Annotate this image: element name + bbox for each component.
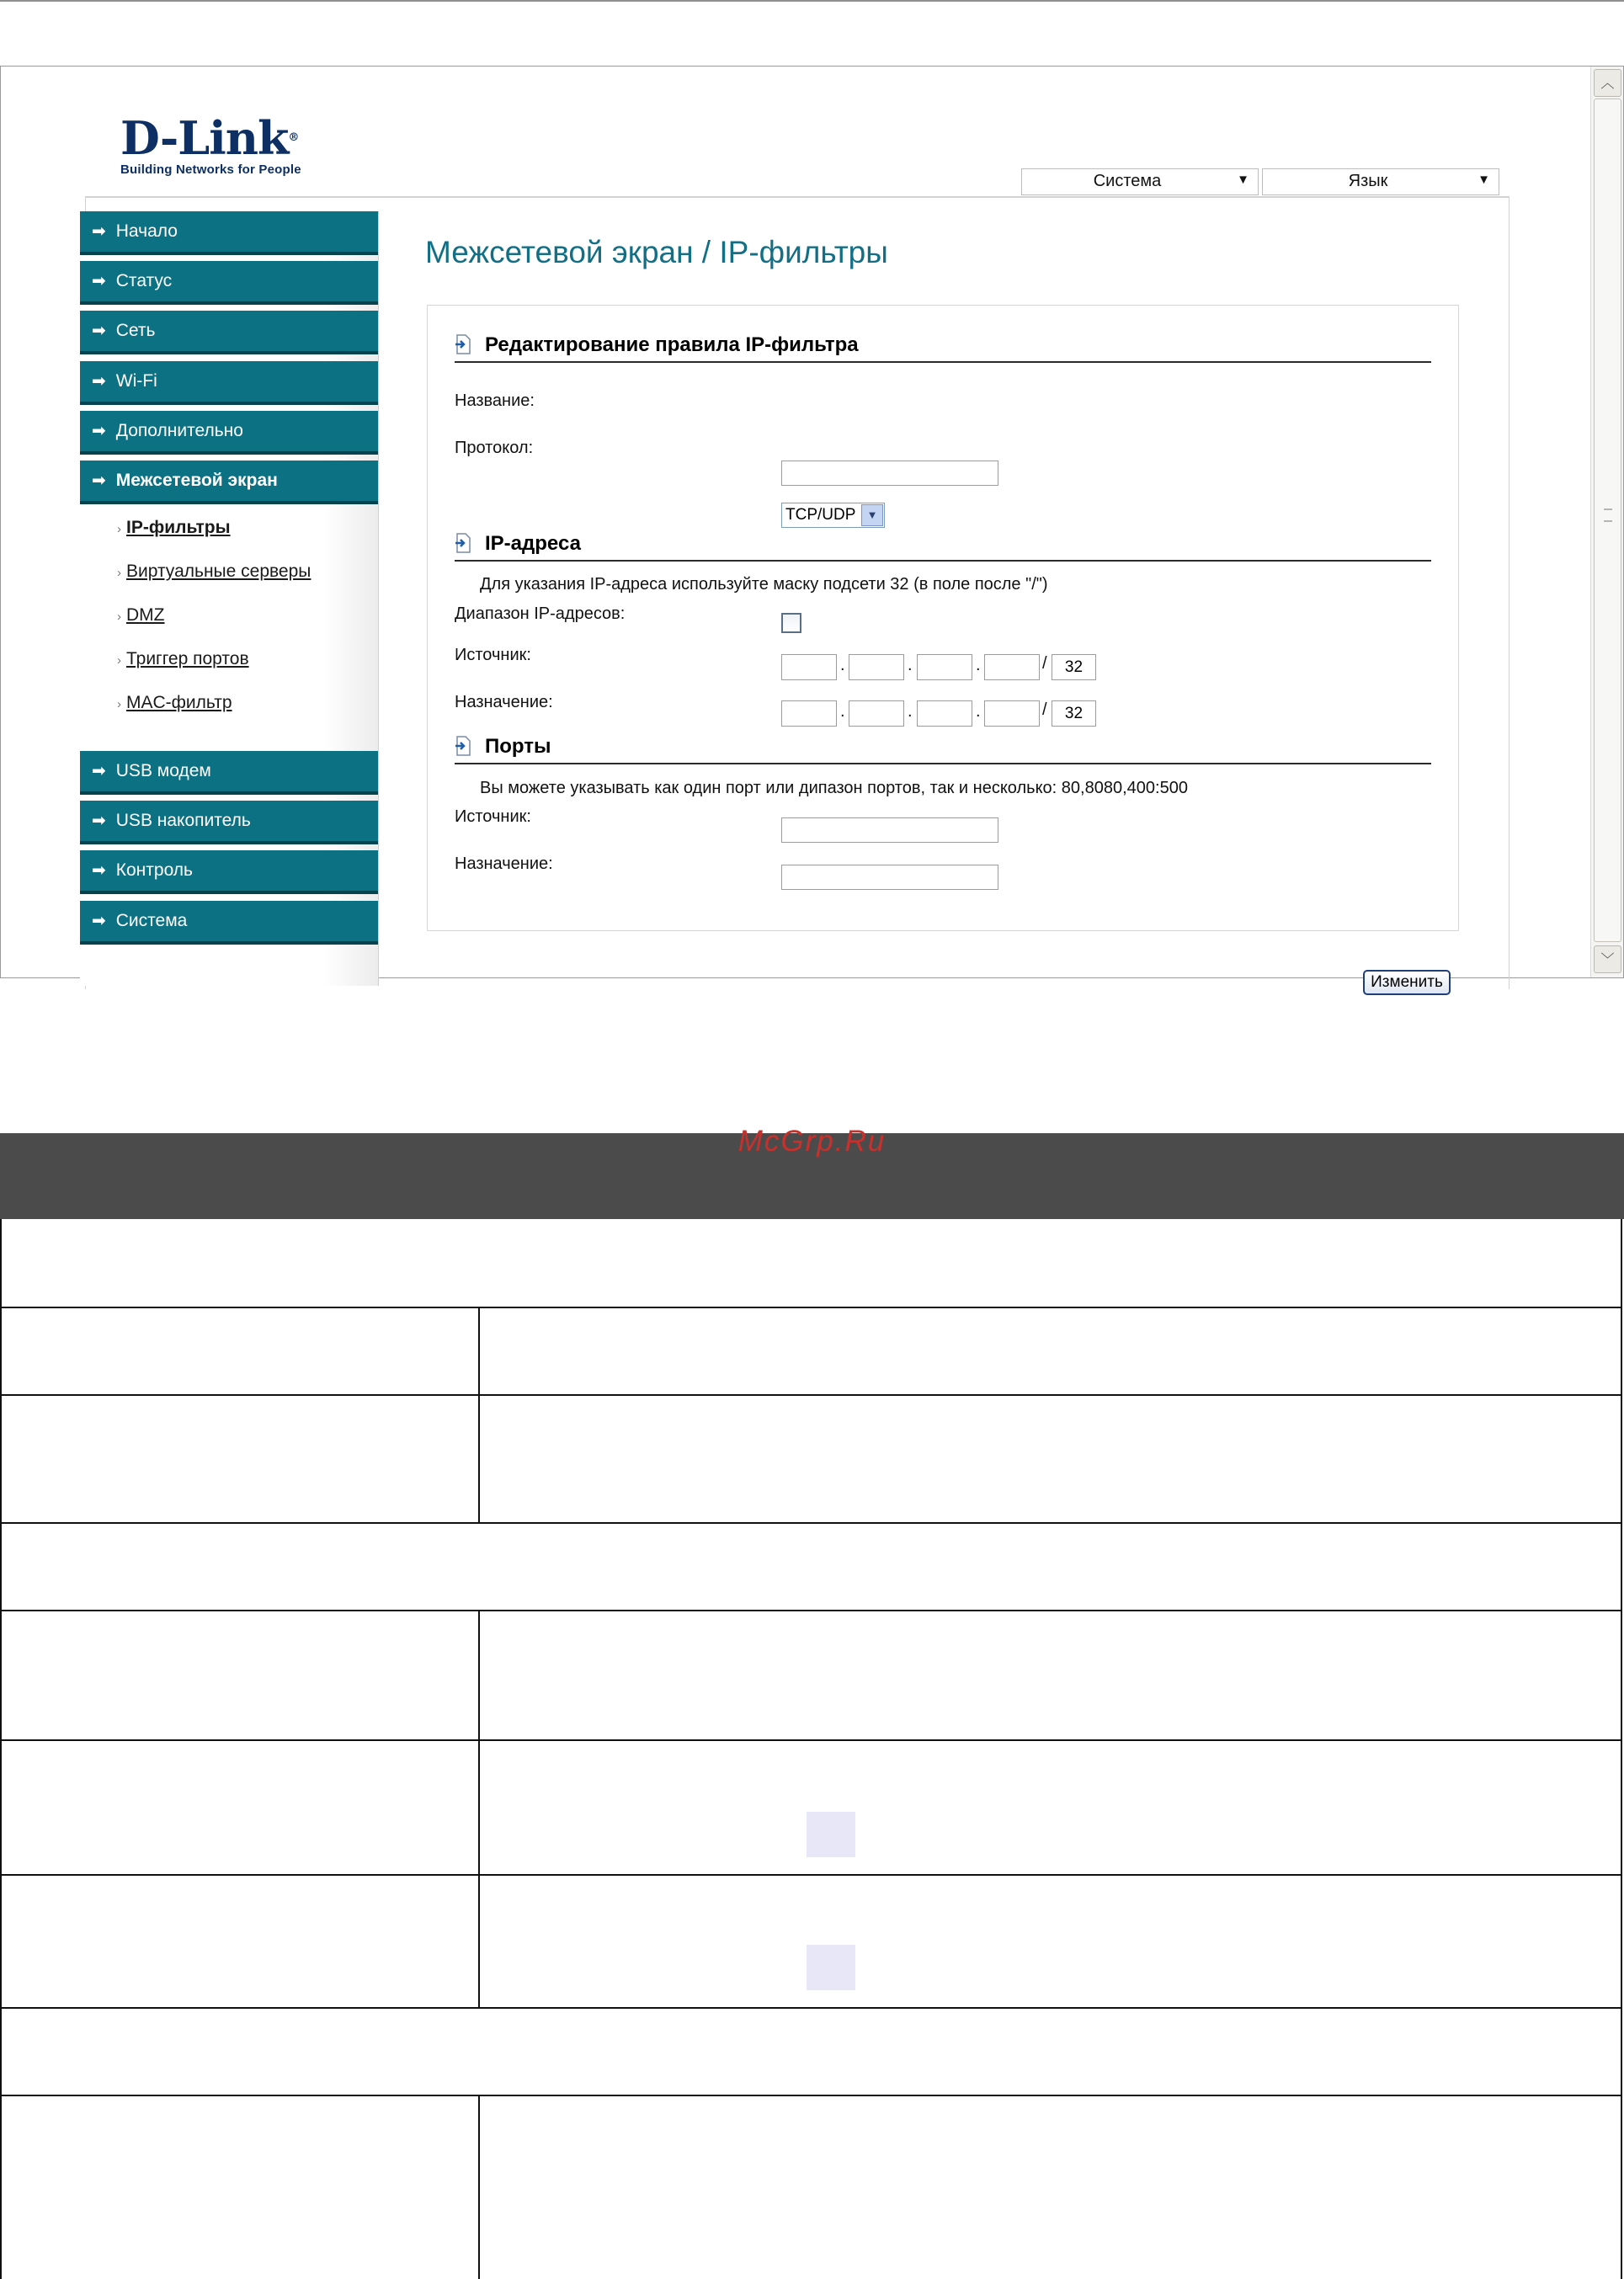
sidebar-item-label: Межсетевой экран [115,471,278,490]
arrow-right-icon: ➡ [92,762,106,780]
protocol-select-value: TCP/UDP [785,506,856,524]
sidebar-item-usb-modem[interactable] [80,751,378,795]
ip-dot: . [976,656,981,674]
sidebar-item-network[interactable] [80,311,378,354]
sidebar [80,211,379,986]
document-arrow-icon [455,334,471,354]
column-divider [478,1876,480,2007]
ip-dot: . [908,656,913,674]
ip-source-octet-2[interactable] [849,654,904,680]
arrow-right-icon: ➡ [92,912,106,930]
sidebar-item-label: Сеть [115,321,156,340]
table-section-row [0,1219,1622,1308]
ip-source-octet-1[interactable] [781,654,837,680]
table-row [0,1308,1622,1396]
section-rule-header [455,329,1431,363]
ports-note: Вы можете указывать как один порт или дипазон портов, так и несколько: 80,8080,400:500 [480,779,1188,797]
chevron-right-icon: › [117,566,121,580]
page-top-rule [0,0,1624,2]
column-divider [478,1741,480,1874]
sidebar-item-wifi[interactable] [80,361,378,405]
sidebar-subitem-dmz[interactable] [117,605,165,626]
protocol-select[interactable] [781,503,885,528]
port-dest-label: Назначение: [455,855,553,873]
section-ip-header [455,528,1431,562]
sidebar-item-system[interactable] [80,901,378,945]
language-select[interactable] [1262,168,1499,195]
chevron-down-icon: ▼ [861,504,883,526]
table-section-row [0,2009,1622,2096]
table-row [0,2096,1622,2279]
table-section-row [0,1524,1622,1611]
table-row [0,1876,1622,2009]
scroll-up-button[interactable] [1594,69,1621,97]
ip-note: Для указания IP-адреса используйте маску подсети 32 (в поле после "/") [480,575,1048,594]
system-select-label: Система [1093,172,1162,190]
section-ports-title: Порты [485,735,551,758]
sidebar-item-label: USB модем [115,761,211,780]
logo-text: D-Link [120,111,289,165]
port-source-label: Источник: [455,807,531,826]
name-label: Название: [455,391,535,410]
ip-range-checkbox[interactable] [781,613,801,633]
chevron-right-icon: › [117,697,121,711]
arrow-right-icon: ➡ [92,222,106,241]
chevron-down-icon: ﹀ [1600,951,1615,967]
ip-dest-octet-2[interactable] [849,700,904,727]
section-ports-header [455,731,1431,764]
ip-dot: . [840,702,845,721]
ip-dest-label: Назначение: [455,693,553,711]
sidebar-subitem-label: IP-фильтры [126,518,231,537]
ip-range-label: Диапазон IP-адресов: [455,604,626,623]
sidebar-item-label: Wi-Fi [115,371,157,391]
scroll-down-button[interactable] [1594,945,1621,973]
change-button[interactable]: Изменить [1363,970,1451,995]
chevron-right-icon: › [117,653,121,668]
ip-dest-octet-4[interactable] [984,700,1040,727]
ip-filter-form [427,305,1459,931]
sidebar-item-firewall[interactable] [80,461,378,504]
checkbox-placeholder [807,1945,855,1990]
sidebar-item-status[interactable] [80,261,378,305]
logo-tagline: Building Networks for People [120,162,301,177]
port-dest-input[interactable] [781,865,998,890]
sidebar-item-control[interactable] [80,850,378,894]
section-rule-title: Редактирование правила IP-фильтра [485,333,859,356]
sidebar-item-label: Статус [115,271,173,290]
ip-dest-mask[interactable]: 32 [1052,700,1096,727]
sidebar-item-label: USB накопитель [115,811,251,830]
watermark: McGrp.Ru [737,1125,887,1158]
column-divider [478,1611,480,1739]
arrow-right-icon: ➡ [92,272,106,290]
ip-slash: / [1042,654,1047,673]
ip-dot: . [840,656,845,674]
table-row [0,1741,1622,1876]
sidebar-item-label: Начало [115,221,178,241]
ip-dot: . [976,702,981,721]
ip-source-mask[interactable]: 32 [1052,654,1096,680]
sidebar-subitem-label: DMZ [126,605,165,625]
arrow-right-icon: ➡ [92,372,106,391]
arrow-right-icon: ➡ [92,861,106,880]
ip-dest-octet-1[interactable] [781,700,837,727]
column-divider [478,1308,480,1394]
sidebar-subitem-port-trigger[interactable] [117,649,249,669]
arrow-right-icon: ➡ [92,471,106,490]
dlink-logo [120,111,301,177]
chevron-right-icon: › [117,610,121,624]
port-source-input[interactable] [781,817,998,843]
chevron-down-icon: ▼ [1237,173,1249,187]
sidebar-subitem-ip-filters[interactable] [117,518,231,538]
sidebar-item-home[interactable] [80,211,378,255]
chevron-up-icon: ︿ [1600,75,1615,91]
ip-source-label: Источник: [455,646,531,664]
document-arrow-icon [455,533,471,553]
section-ip-title: IP-адреса [485,532,581,555]
arrow-right-icon: ➡ [92,322,106,340]
sidebar-item-label: Дополнительно [115,421,243,440]
ip-source-octet-4[interactable] [984,654,1040,680]
ip-dest-octet-3[interactable] [917,700,972,727]
sidebar-subitem-label: Триггер портов [126,649,249,668]
column-divider [478,2096,480,2279]
vertical-scrollbar[interactable] [1590,67,1623,977]
document-arrow-icon [455,736,471,756]
system-select[interactable] [1021,168,1259,195]
ip-slash: / [1042,700,1047,719]
sidebar-subitem-label: Виртуальные серверы [126,562,311,581]
sidebar-subitem-label: MAC-фильтр [126,693,232,712]
page-title: Межсетевой экран / IP-фильтры [425,235,888,269]
arrow-right-icon: ➡ [92,422,106,440]
sidebar-subitem-virtual-servers[interactable] [117,562,311,582]
sidebar-item-advanced[interactable] [80,411,378,455]
scrollbar-grip [1604,509,1612,522]
chevron-right-icon: › [117,522,121,536]
sidebar-item-usb-storage[interactable] [80,801,378,844]
sidebar-item-label: Контроль [115,860,193,880]
scrollbar-thumb[interactable] [1594,99,1621,942]
protocol-label: Протокол: [455,439,534,457]
column-divider [478,1396,480,1522]
logo-registered-mark: ® [288,131,299,144]
arrow-right-icon: ➡ [92,812,106,830]
ip-source-octet-3[interactable] [917,654,972,680]
ip-dot: . [908,702,913,721]
table-row [0,1611,1622,1741]
sidebar-subitem-mac-filter[interactable] [117,693,232,713]
checkbox-placeholder [807,1812,855,1857]
sidebar-item-label: Система [115,911,188,930]
table-row [0,1396,1622,1524]
chevron-down-icon: ▼ [1478,173,1490,187]
browser-frame [0,66,1624,991]
language-select-label: Язык [1348,172,1388,190]
name-input[interactable] [781,461,998,486]
